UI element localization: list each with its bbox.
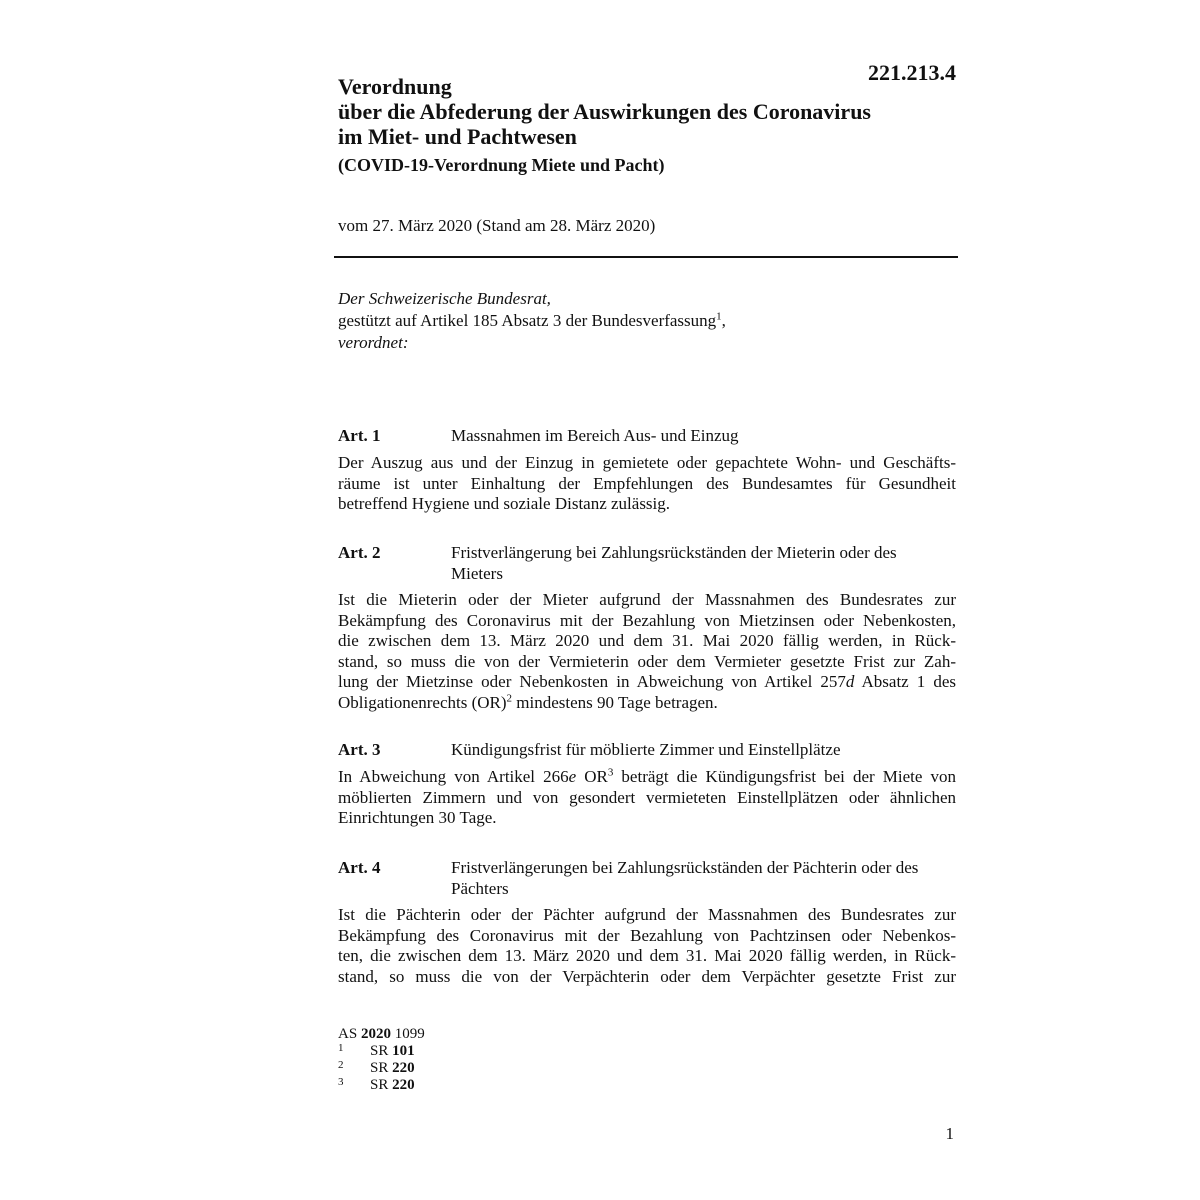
article-4 <box>338 857 956 987</box>
article-2 <box>338 542 956 713</box>
article-number: Art. 3 <box>338 740 381 759</box>
footnote-number: 3 <box>338 1076 344 1088</box>
text-line: Bekämpfung des Coronavirus mit der Bezahlung von Pachtzinsen oder Nebenkos- <box>338 925 956 945</box>
text-line <box>338 693 956 714</box>
text-line: Der Auszug aus und der Einzug in gemietete oder gepachtete Wohn- und Geschäfts- <box>338 453 956 472</box>
article-1 <box>338 425 956 515</box>
text-bold: 220 <box>392 1060 415 1076</box>
text-segment: lung der Mietzinse oder Nebenkosten in Abweichung von Artikel 257 <box>338 672 846 691</box>
official-compilation-ref <box>338 1026 425 1043</box>
text-segment: SR <box>370 1043 393 1059</box>
text-segment: SR <box>370 1060 393 1076</box>
text-segment: OR <box>576 767 608 786</box>
footnote-ref: 1 <box>716 310 722 323</box>
text-bold: 220 <box>392 1077 415 1093</box>
footnote <box>338 1043 425 1060</box>
article-body <box>338 905 956 987</box>
text-segment: AS <box>338 1026 361 1042</box>
text-line: stand, so muss die von der Vermieterin oder dem Vermieter gesetzte Frist zur Zah- <box>338 651 956 671</box>
title-line: Verordnung <box>338 74 452 99</box>
footnote-number: 1 <box>338 1042 344 1054</box>
text-segment: Obligationenrechts (OR) <box>338 692 507 712</box>
date-line: vom 27. März 2020 (Stand am 28. März 2020) <box>338 216 656 235</box>
title-block <box>338 74 978 176</box>
text-bold: 2020 <box>360 1026 391 1042</box>
text-line: stand, so muss die von der Verpächterin oder dem Verpächter gesetzte Frist zur <box>338 966 956 986</box>
legal-basis-end: , <box>721 311 726 330</box>
text-line: Ist die Pächterin oder der Pächter aufgrund der Massnahmen des Bundesrates zur <box>338 905 956 924</box>
footnote-number: 2 <box>338 1059 344 1071</box>
footnote-text <box>370 1077 415 1094</box>
footnote-ref: 2 <box>506 691 513 704</box>
text-line <box>338 672 956 693</box>
sr-number: 221.213.4 <box>868 60 956 85</box>
footnote-text <box>370 1043 415 1060</box>
article-title: Massnahmen im Bereich Aus- und Einzug <box>451 426 739 445</box>
title-line: über die Abfederung der Auswirkungen des Coronavirus <box>338 99 871 124</box>
article-body <box>338 453 956 515</box>
article-heading <box>338 739 956 761</box>
text-line: möblierten Zimmern und von gesondert vermieteten Einstellplätzen oder ähnlichen <box>338 787 956 807</box>
preamble <box>338 288 958 354</box>
text-line: ten, die zwischen dem 13. März 2020 und dem 31. Mai 2020 fällig werden, in Rück- <box>338 946 956 965</box>
text-italic: e <box>568 767 577 786</box>
page-number: 1 <box>945 1124 954 1143</box>
footnote-text <box>370 1060 415 1077</box>
article-number: Art. 1 <box>338 426 381 445</box>
title-line: im Miet- und Pachtwesen <box>338 124 577 149</box>
decree-line: verordnet: <box>338 333 409 352</box>
article-body <box>338 767 956 829</box>
text-segment: In Abweichung von Artikel 266 <box>338 767 569 786</box>
footnotes <box>338 1026 425 1094</box>
text-segment: beträgt die Kündigungsfrist bei der Miete von <box>613 767 956 786</box>
text-segment: 1099 <box>390 1026 425 1042</box>
text-segment: mindestens 90 Tage betragen. <box>512 692 718 712</box>
horizontal-rule <box>334 256 958 258</box>
text-bold: 101 <box>392 1043 415 1059</box>
text-line: räume ist unter Einhaltung der Empfehlungen des Bundesamtes für Gesundheit <box>338 473 956 493</box>
legal-basis-text: gestützt auf Artikel 185 Absatz 3 der Bundesverfassung <box>338 311 717 330</box>
footnote-ref: 3 <box>607 766 614 779</box>
text-line: Bekämpfung des Coronavirus mit der Bezahlung von Mietzinsen oder Nebenkosten, <box>338 610 956 630</box>
footnote <box>338 1077 425 1094</box>
text-line <box>338 767 956 788</box>
article-heading <box>338 857 956 899</box>
text-line: betreffend Hygiene und soziale Distanz zulässig. <box>338 494 671 513</box>
text-italic: d <box>845 672 855 691</box>
article-3 <box>338 739 956 829</box>
text-line: die zwischen dem 13. März 2020 und dem 31. Mai 2020 fällig werden, in Rück- <box>338 631 956 650</box>
article-number: Art. 2 <box>338 543 381 562</box>
article-title: Kündigungsfrist für möblierte Zimmer und Einstellplätze <box>451 740 841 759</box>
legal-basis-line <box>338 310 958 332</box>
text-segment: Absatz 1 des <box>854 672 956 691</box>
text-line: Einrichtungen 30 Tage. <box>338 808 497 827</box>
article-heading <box>338 542 956 584</box>
footnote <box>338 1060 425 1077</box>
text-segment: SR <box>370 1077 393 1093</box>
article-heading <box>338 425 956 447</box>
subtitle: (COVID-19-Verordnung Miete und Pacht) <box>338 155 665 175</box>
text-line: Ist die Mieterin oder der Mieter aufgrund der Massnahmen des Bundesrates zur <box>338 590 956 609</box>
article-body <box>338 590 956 713</box>
article-title: Fristverlängerungen bei Zahlungsrückständen der Pächterin oder des Pächters <box>451 858 919 898</box>
authority-line: Der Schweizerische Bundesrat, <box>338 289 551 308</box>
article-number: Art. 4 <box>338 858 381 877</box>
article-title: Fristverlängerung bei Zahlungsrückständen der Mieterin oder des Mieters <box>451 543 897 583</box>
